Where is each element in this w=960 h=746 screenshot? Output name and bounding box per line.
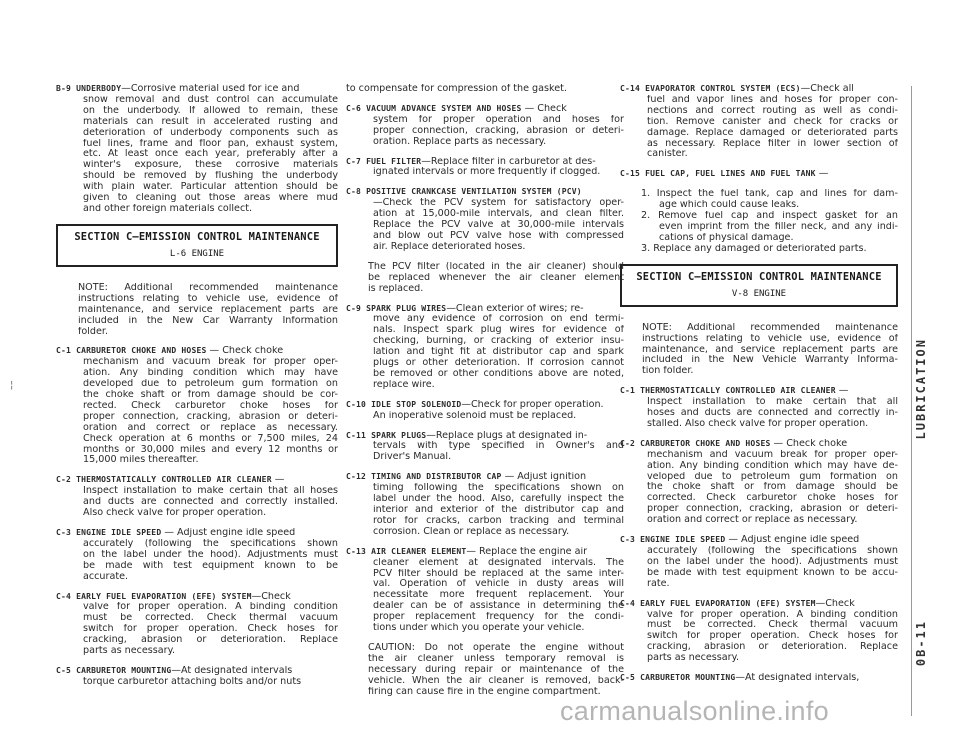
- item-lead-text: —Check: [815, 598, 855, 609]
- text-line: winter's exposure, these corrosive materials: [83, 160, 338, 171]
- text-line: maintenance, and service replacement parts are: [78, 304, 338, 315]
- item-lead-text: — Adjust engine idle speed: [725, 535, 860, 546]
- item-lead-text: —At designated intervals: [171, 665, 293, 676]
- maintenance-item: [346, 104, 624, 148]
- text-line: must be corrected. Check thermal vacuum: [83, 613, 338, 624]
- text-line: ignated intervals or more frequently if clogged.: [373, 167, 601, 178]
- item-lead-text: —Replace plugs at designated in-: [426, 430, 588, 441]
- maintenance-item: [620, 673, 898, 684]
- item-first-line: [620, 599, 898, 610]
- section-heading-box: [56, 224, 338, 267]
- maintenance-item: [346, 187, 624, 252]
- text-line: 15,000 miles thereafter.: [83, 455, 199, 466]
- text-line: An inoperative solenoid must be replaced.: [373, 410, 577, 421]
- text-line: included in the New Vehicle Warranty Informa-: [642, 355, 898, 366]
- right-column: [620, 84, 898, 693]
- item-lead-text: —Clean exterior of wires; re-: [446, 303, 584, 314]
- text-line: materials can result in accelerated rusting and: [83, 116, 338, 127]
- maintenance-item: [56, 346, 338, 466]
- item-heading: C-6 VACUUM ADVANCE SYSTEM AND HOSES: [346, 103, 522, 113]
- item-lead-text: —Replace filter in carburetor at des-: [421, 156, 596, 167]
- text-line: switch for proper operation. Check hoses for: [83, 624, 338, 635]
- text-line: months or 30,000 miles and every 12 months or: [83, 444, 338, 455]
- item-heading: C-1 CARBURETOR CHOKE AND HOSES: [56, 346, 207, 356]
- text-line: the choke shaft or from damage should be: [647, 482, 898, 493]
- item-heading: C-4 EARLY FUEL EVAPORATION (EFE) SYSTEM: [56, 591, 252, 601]
- text-line: veloped due to petroleum gum formation on: [647, 471, 898, 482]
- item-first-line: [346, 431, 624, 442]
- item-heading: C-3 ENGINE IDLE SPEED: [56, 528, 162, 537]
- item-first-line: [346, 304, 624, 315]
- text-line: fuel and vapor lines and hoses for proper con-: [647, 94, 898, 105]
- text-line: oration and correct or replace as necessary.: [83, 422, 338, 433]
- text-line: tions under which you operate your vehicle.: [373, 623, 585, 634]
- text-line: Replace the PCV valve at 30,000-mile intervals: [373, 220, 624, 231]
- text-line: valve for proper operation. A binding condition: [83, 602, 338, 613]
- text-line: folder.: [78, 326, 109, 337]
- item-lead-text: —At designated intervals,: [735, 673, 860, 684]
- text-line: torque carburetor attaching bolts and/or nuts: [83, 676, 302, 687]
- text-line: be made with test equipment known to be accu-: [647, 567, 898, 578]
- item-heading: C-5 CARBURETOR MOUNTING: [56, 665, 172, 675]
- text-line: The PCV filter (located in the air cleaner) should: [368, 261, 624, 272]
- item-lead-text: — Adjust ignition: [501, 472, 587, 483]
- text-line: parts as necessary.: [647, 653, 739, 664]
- text-line: PCV filter should be replaced at the same inter-: [373, 568, 624, 579]
- item-heading: C-3 ENGINE IDLE SPEED: [620, 535, 726, 545]
- text-line: ation. Any binding condition which may have: [83, 368, 338, 379]
- text-line: dealer can be of assistance in determining the: [373, 601, 624, 612]
- item-heading: C-9 SPARK PLUG WIRES: [346, 303, 447, 313]
- text-line: CAUTION: Do not operate the engine without: [368, 642, 624, 653]
- maintenance-item: [620, 599, 898, 664]
- note-paragraph: [56, 283, 338, 338]
- text-line: canister.: [647, 149, 688, 160]
- text-line: firing can cause fire in the engine compartment.: [368, 686, 601, 697]
- text-line: move any evidence of corrosion on end termi-: [373, 314, 624, 325]
- text-line: accurately (following the specifications shown: [647, 546, 898, 556]
- text-line: cleaner element at designated intervals. The: [373, 557, 624, 568]
- text-line: stalled. Also check valve for proper operation.: [647, 418, 869, 429]
- item-heading: C-2 THERMOSTATICALLY CONTROLLED AIR CLEANER: [56, 475, 272, 485]
- text-line: ation. Any binding condition which may have de-: [647, 460, 898, 471]
- section-subtitle: L-6 ENGINE: [169, 248, 225, 259]
- text-line: nections and correct routing as well as condi-: [647, 105, 898, 116]
- text-line: interior and exterior of the distributor cap and: [373, 505, 624, 515]
- list-item-line: 2. Remove fuel cap and inspect gasket for an: [641, 211, 898, 222]
- item-first-line: [620, 169, 898, 180]
- side-tab-section: LUBRICATION: [914, 338, 928, 440]
- item-heading: C-12 TIMING AND DISTRIBUTOR CAP: [346, 472, 502, 482]
- text-line: be made with test equipment known to be: [83, 560, 338, 571]
- item-lead-text: — Check: [521, 103, 567, 114]
- item-lead-text: —: [815, 169, 829, 180]
- section-subtitle: V-8 ENGINE: [731, 288, 787, 299]
- item-first-line: [56, 528, 338, 539]
- note-paragraph: [620, 323, 898, 378]
- item-first-line: [620, 535, 898, 546]
- text-line: replace wire.: [373, 379, 435, 390]
- maintenance-item: [346, 547, 624, 634]
- text-line: tervals with type specified in Owner's and: [373, 441, 624, 452]
- item-first-line: [56, 475, 338, 486]
- text-line: parts as necessary.: [83, 646, 175, 657]
- text-line: on the underbody. If allowed to remain, these: [83, 105, 338, 116]
- item-lead-text: —Check for proper operation.: [461, 399, 604, 410]
- side-tab-page-number: 0B-11: [914, 620, 928, 667]
- text-line: tion. Remove canister and check for cracks or: [647, 116, 898, 127]
- numbered-list: [620, 189, 898, 254]
- maintenance-item: [346, 304, 624, 391]
- text-line: checking, burning, or cracking of exterior insu-: [373, 336, 624, 347]
- item-lead-text: — Replace the engine air: [466, 546, 588, 557]
- maintenance-item: [620, 386, 898, 430]
- item-first-line: [620, 84, 898, 95]
- item-first-line: [346, 187, 624, 198]
- item-lead-text: —: [271, 475, 285, 486]
- text-line: NOTE: Additional recommended maintenance: [78, 282, 338, 293]
- maintenance-item: [346, 431, 624, 464]
- text-line: valve for proper operation. A binding condition: [647, 609, 898, 620]
- text-line: label under the hood. Also, carefully inspect the: [373, 494, 624, 505]
- item-first-line: [346, 157, 624, 168]
- text-line: cracking, abrasion or deterioration. Replace: [647, 642, 898, 653]
- text-line: —Check the PCV system for satisfactory oper-: [373, 198, 624, 209]
- text-line: nals. Inspect spark plug wires for evidence of: [373, 325, 624, 336]
- text-line: cracking, abrasion or deterioration. Replace: [83, 635, 338, 646]
- text-line: be removed or other conditions above are noted,: [373, 368, 624, 379]
- list-item-line: 3. Replace any damaged or deteriorated parts.: [641, 243, 867, 254]
- item-first-line: [346, 400, 624, 411]
- maintenance-item: [620, 169, 898, 180]
- text-line: is replaced.: [368, 283, 424, 294]
- text-line: and blow out PCV valve hose with compressed: [373, 230, 624, 241]
- text-line: plugs or other deterioration. If corrosion cannot: [373, 358, 624, 369]
- list-item-line: age which could cause leaks.: [659, 200, 800, 211]
- item-first-line: [56, 346, 338, 357]
- text-line: snow removal and dust control can accumulate: [83, 94, 338, 105]
- maintenance-item: [620, 535, 898, 590]
- text-line: necessary during repair or maintenance of the: [368, 664, 624, 675]
- text-line: with plain water. Particular attention should be: [83, 182, 338, 193]
- list-item-line: cations of physical damage.: [659, 232, 794, 243]
- text-line: given to cleaning out those areas where mud: [83, 193, 338, 204]
- text-line: proper replacement frequency for the condi-: [373, 612, 624, 623]
- text-line: ation at 15,000-mile intervals, and clean filter.: [373, 209, 624, 220]
- text-line: switch for proper operation. Check hoses for: [647, 631, 898, 642]
- scan-mark: ¦: [10, 380, 14, 391]
- item-lead-text: —Check all: [800, 84, 854, 94]
- item-lead-text: — Check choke: [206, 346, 284, 357]
- item-first-line: [56, 666, 338, 677]
- text-line: hoses and ducts are connected and correctly in-: [647, 408, 898, 419]
- text-line: Inspect installation to make certain that all: [647, 397, 898, 408]
- text-line: and other foreign materials collect.: [83, 203, 253, 214]
- text-line: the air cleaner unless temporary removal is: [368, 653, 624, 664]
- item-heading: C-14 EVAPORATOR CONTROL SYSTEM (ECS): [620, 84, 801, 93]
- text-line: necessitate more frequent replacement. Your: [373, 590, 624, 601]
- watermark: carmanualsonline.info: [560, 696, 829, 726]
- text-line: on the label under the hood). Adjustments must: [647, 556, 898, 567]
- text-line: as necessary. Replace filter in lower section of: [647, 138, 898, 149]
- item-heading: C-2 CARBURETOR CHOKE AND HOSES: [620, 438, 771, 448]
- text-line: mechanism and vacuum break for proper oper-: [83, 357, 338, 368]
- text-line: corrosion. Clean or replace as necessary.: [373, 526, 570, 537]
- text-line: Driver's Manual.: [373, 452, 452, 463]
- text-line: timing following the specifications shown on: [373, 483, 624, 494]
- maintenance-item: [346, 472, 624, 537]
- text-line: rate.: [647, 578, 670, 589]
- text-line: fuel lines, frame and floor pan, exhaust system,: [83, 138, 338, 149]
- text-line: Also check valve for proper operation.: [83, 508, 267, 519]
- note-paragraph: [346, 643, 624, 698]
- text-line: maintenance, and service replacement parts are: [642, 344, 898, 355]
- item-lead-text: — Check choke: [770, 438, 848, 449]
- middle-column: [346, 84, 624, 707]
- maintenance-item: [56, 666, 338, 688]
- text-line: accurate.: [83, 571, 129, 582]
- item-heading: C-15 FUEL CAP, FUEL LINES AND FUEL TANK: [620, 169, 816, 179]
- section-title: SECTION C—EMISSION CONTROL MAINTENANCE: [74, 230, 320, 243]
- left-column: [56, 84, 338, 697]
- text-line: accurately (following the specifications shown: [83, 538, 338, 549]
- item-first-line: [620, 386, 898, 397]
- text-line: be replaced whenever the air cleaner element: [368, 272, 624, 283]
- text-line: air. Replace deteriorated hoses.: [373, 241, 526, 252]
- maintenance-item: [56, 592, 338, 657]
- list-item-line: 1. Inspect the fuel tank, cap and lines for dam-: [641, 189, 898, 200]
- text-line: proper connection, cracking, abrasion or deteri-: [647, 504, 898, 515]
- maintenance-item: [620, 439, 898, 526]
- text-line: instructions relating to vehicle use, evidence of: [642, 333, 898, 344]
- text-line: Check operation at 6 months or 7,500 miles, 24: [83, 433, 338, 444]
- text-line: on the label under the hood). Adjustments must: [83, 549, 338, 560]
- note-paragraph: [346, 262, 624, 295]
- text-line: rotor for cracks, carbon tracking and terminal: [373, 515, 624, 526]
- text-line: developed due to petroleum gum formation on: [83, 379, 338, 390]
- text-line: etc. At least once each year, preferably after a: [83, 149, 338, 160]
- item-heading: C-4 EARLY FUEL EVAPORATION (EFE) SYSTEM: [620, 598, 816, 608]
- item-lead-text: —: [835, 386, 849, 397]
- text-line: must be corrected. Check thermal vacuum: [647, 620, 898, 631]
- text-line: deterioration of underbody components such as: [83, 127, 338, 138]
- list-item-line: even imprint from the filler neck, and any indi-: [659, 221, 898, 232]
- item-heading: C-11 SPARK PLUGS: [346, 430, 427, 440]
- maintenance-item: [346, 157, 624, 179]
- item-heading: C-7 FUEL FILTER: [346, 156, 422, 166]
- text-line: oration and correct or replace as necessary.: [647, 515, 858, 526]
- text-line: and ducts are connected and correctly installed.: [83, 497, 338, 508]
- maintenance-item: [346, 400, 624, 422]
- text-line: the choke shaft or from damage should be cor-: [83, 390, 338, 401]
- text-line: vehicle. When the air cleaner is removed, back-: [368, 675, 624, 686]
- maintenance-item: [56, 84, 338, 215]
- item-heading: C-10 IDLE STOP SOLENOID: [346, 399, 462, 409]
- item-first-line: [620, 439, 898, 450]
- text-line: val. Operation of vehicle in dusty areas will: [373, 579, 624, 590]
- item-first-line: [346, 104, 624, 115]
- text-line: included in the New Car Warranty Information: [78, 315, 338, 326]
- item-heading: C-1 THERMOSTATICALLY CONTROLLED AIR CLEANER: [620, 386, 836, 396]
- text-line: lation and tight fit at distributor cap and spark: [373, 347, 624, 358]
- item-lead-text: — Adjust engine idle speed: [161, 528, 296, 538]
- text-line: system for proper operation and hoses for: [373, 114, 624, 125]
- section-title: SECTION C—EMISSION CONTROL MAINTENANCE: [636, 270, 882, 283]
- text-line: mechanism and vacuum break for proper oper-: [647, 449, 898, 460]
- text-line: should be removed by flushing the underbody: [83, 171, 338, 182]
- text-line: proper connection, cracking, abrasion or deteri-: [83, 411, 338, 422]
- maintenance-item: [620, 84, 898, 160]
- item-heading: B-9 UNDERBODY: [56, 84, 122, 93]
- maintenance-item: [56, 528, 338, 583]
- text-line: proper connection, cracking, abrasion or deteri-: [373, 125, 624, 136]
- item-first-line: [56, 84, 338, 95]
- item-heading: C-8 POSITIVE CRANKCASE VENTILATION SYSTEM (PCV): [346, 187, 582, 197]
- text-line: tion folder.: [642, 366, 694, 377]
- item-first-line: [620, 673, 898, 684]
- section-heading-box: [620, 264, 898, 307]
- item-heading: C-5 CARBURETOR MOUNTING: [620, 673, 736, 683]
- maintenance-item: [56, 475, 338, 519]
- text-line: corrected. Check carburetor choke hoses for: [647, 493, 898, 504]
- text-line: oration. Replace parts as necessary.: [373, 136, 547, 147]
- note-paragraph: [346, 84, 624, 95]
- item-first-line: [56, 592, 338, 603]
- margin-rule: [911, 86, 912, 716]
- text-line: instructions relating to vehicle use, evidence of: [78, 293, 338, 304]
- text-line: Inspect installation to make certain that all hoses: [83, 486, 338, 497]
- item-lead-text: —Corrosive material used for ice and: [121, 84, 300, 94]
- item-first-line: [346, 547, 624, 558]
- text-line: damage. Replace damaged or deteriorated parts: [647, 127, 898, 138]
- item-heading: C-13 AIR CLEANER ELEMENT: [346, 546, 467, 556]
- item-first-line: [346, 472, 624, 483]
- text-line: to compensate for compression of the gasket.: [346, 84, 567, 94]
- item-lead-text: —Check: [251, 591, 291, 602]
- text-line: rected. Check carburetor choke hoses for: [83, 400, 338, 411]
- text-line: NOTE: Additional recommended maintenance: [642, 322, 898, 333]
